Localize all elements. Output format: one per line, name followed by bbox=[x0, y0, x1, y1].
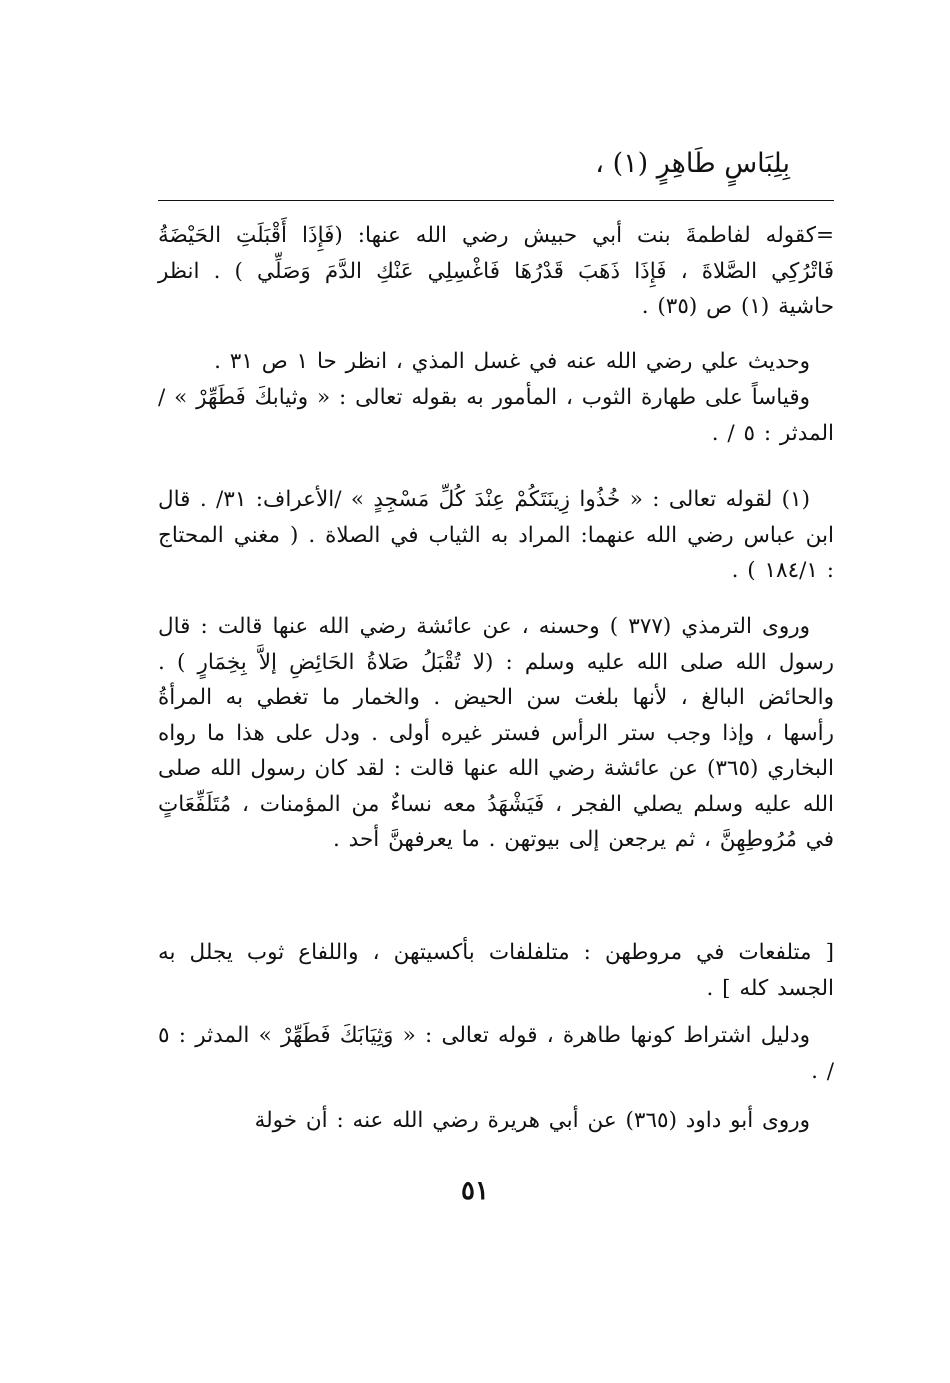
footnote-paragraph-1: =كقوله لفاطمةَ بنت أبي حبيش رضي الله عنها: (فَإِذَا أَقْبَلَتِ الحَيْضَةُ فَاتْرُكِي الصَّلاةَ ، فَإِذَا ذَهَبَ قَدْرُهَا فَاغْسِلِي عَنْكِ الدَّمَ وَصَلِّي ) . انظر حاشية (١) ص (٣٥) . bbox=[158, 223, 834, 319]
footnote-paragraph-4: (١) لقوله تعالى : « خُذُوا زِينَتَكُمْ عِنْدَ كُلِّ مَسْجِدٍ » /الأعراف: ٣١/ . قال ابن عباس رضي الله عنهما: المراد به الثياب في الصلاة . ( مغني المحتاج : ١٨٤/١ ) . bbox=[158, 487, 834, 583]
footnote-paragraph-8: وروى أبو داود (٣٦٥) عن أبي هريرة رضي الله عنه : أن خولة bbox=[254, 1108, 810, 1133]
footnote-paragraph-2: وحديث علي رضي الله عنه في غسل المذي ، انظر حا ١ ص ٣١ . bbox=[214, 349, 810, 374]
main-text-line: بِلِبَاسٍ طَاهِرٍ (١) ، bbox=[595, 148, 790, 179]
footnote-paragraph-6: [ متلفعات في مروطهن : متلفلفات بأكسيتهن ، واللفاع ثوب يجلل به الجسد كله ] . bbox=[158, 940, 834, 1001]
page-number: ٥١ bbox=[461, 1176, 489, 1206]
footnote-paragraph-7: ودليل اشتراط كونها طاهرة ، قوله تعالى : « وَثِيَابَكَ فَطَهِّرْ » المدثر : ٥ / . bbox=[158, 1023, 834, 1084]
footnote-separator bbox=[158, 200, 834, 201]
footnote-paragraph-5: وروى الترمذي (٣٧٧ ) وحسنه ، عن عائشة رضي الله عنها قالت : قال رسول الله صلى الله عليه وسلم : (لا تُقْبَلُ صَلاةُ الحَائِضِ إلاَّ بِخِمَارٍ ) . والحائض البالغ ، لأنها بلغت سن الحيض . والخمار ما تغطي به المرأةُ رأسها ، وإذا وجب ستر الرأس فستر غيره أولى . ودل على هذا ما رواه البخاري (٣٦٥) عن عائشة رضي الله عنها قالت : لقد كان رسول الله صلى الله عليه وسلم يصلي الفجر ، فَيَشْهَدُ معه نساءٌ من المؤمنات ، مُتَلَفِّعَاتٍ في مُرُوطِهِنَّ ، ثم يرجعن إلى بيوتهن . ما يعرفهنَّ أحد . bbox=[158, 614, 835, 852]
footnote-paragraph-3: وقياساً على طهارة الثوب ، المأمور به بقوله تعالى : « وثيابكَ فَطَهِّرْ » /المدثر : ٥ / . bbox=[158, 385, 834, 446]
